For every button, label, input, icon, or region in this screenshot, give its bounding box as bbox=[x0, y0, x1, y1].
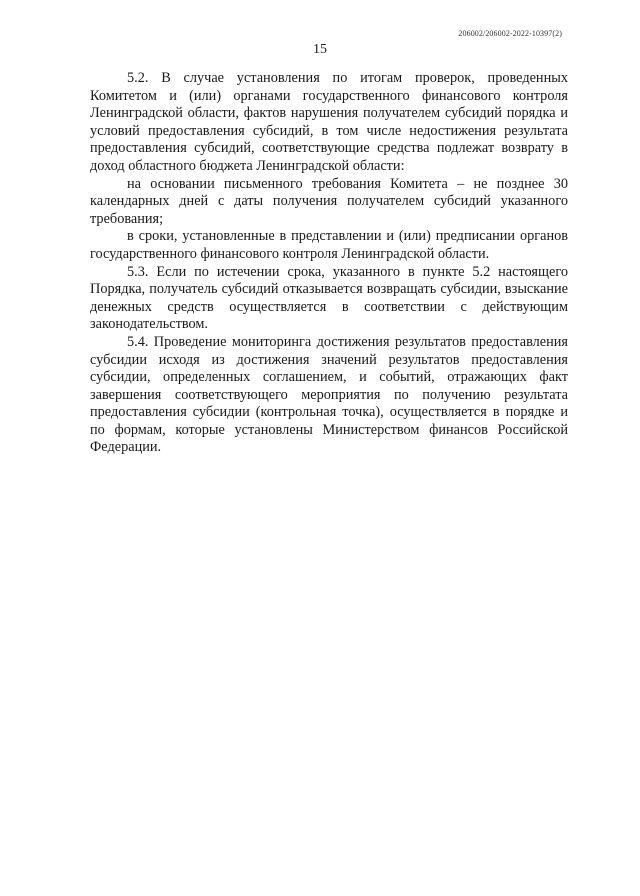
paragraph-5-2-item-1: на основании письменного требования Комитета – не позднее 30 календарных дней с даты получения получателем субсидий указанного требования; bbox=[90, 175, 568, 227]
paragraph-5-3: 5.3. Если по истечении срока, указанного в пункте 5.2 настоящего Порядка, получатель субсидий отказывается возвращать субсидии, взыскание денежных средств осуществляется в соответствии с действующим законодательством. bbox=[90, 263, 568, 333]
paragraph-5-2: 5.2. В случае установления по итогам проверок, проведенных Комитетом и (или) органами государственного финансового контроля Ленинградской области, фактов нарушения получателем субсидий порядка и условий предоставления субсидий, в том числе недостижения результата предоставления субсидий, соответствующие средства подлежат возврату в доход областного бюджета Ленинградской области: bbox=[90, 70, 568, 174]
page-number: 15 bbox=[313, 42, 327, 57]
paragraph-5-2-item-2: в сроки, установленные в представлении и (или) предписании органов государственного финансового контроля Ленинградской области. bbox=[90, 228, 568, 262]
document-body bbox=[90, 70, 568, 457]
paragraph-5-4: 5.4. Проведение мониторинга достижения результатов предоставления субсидии исходя из достижения значений результатов предоставления субсидии, определенных соглашением, и событий, отражающих факт завершения соответствующего мероприятия по получению результата предоставления субсидии (контрольная точка), осуществляется в порядке и по формам, которые установлены Министерством финансов Российской Федерации. bbox=[90, 333, 568, 456]
document-id: 206002/206002-2022-10397(2) bbox=[458, 29, 562, 38]
